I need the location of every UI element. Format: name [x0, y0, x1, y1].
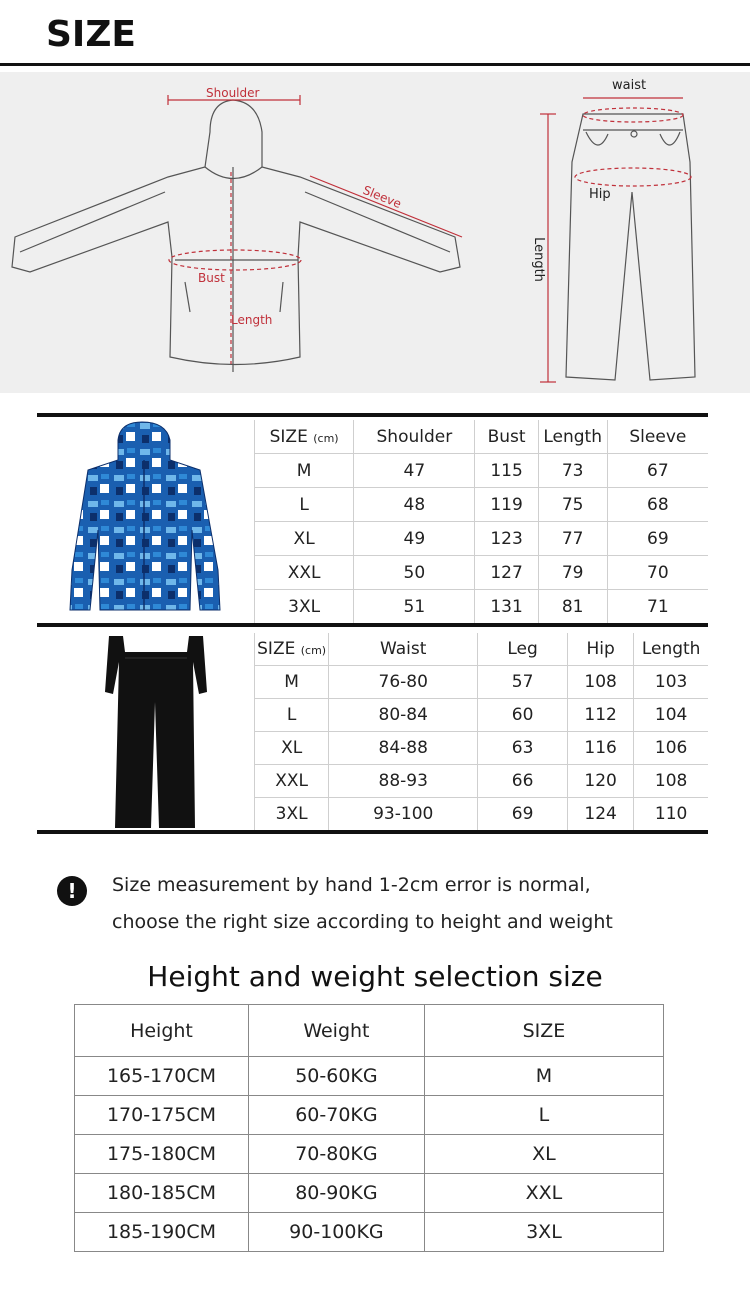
table-cell: 57	[478, 666, 568, 699]
shoulder-label: Shoulder	[206, 86, 260, 100]
waist-label: waist	[612, 78, 647, 93]
table-cell: 79	[538, 556, 607, 590]
table-cell: 119	[475, 488, 538, 522]
table-cell: M	[424, 1057, 663, 1096]
table-cell: 112	[567, 699, 633, 732]
table-cell: L	[255, 699, 329, 732]
table-row	[255, 522, 709, 556]
table-row	[75, 1096, 664, 1135]
table-cell: 170-175CM	[75, 1096, 249, 1135]
column-header: Leg	[478, 633, 568, 666]
size-header-cell	[255, 633, 329, 666]
jacket-outline-drawing	[12, 100, 460, 372]
table-cell: 120	[567, 765, 633, 798]
table-cell: 63	[478, 732, 568, 765]
table-cell: 77	[538, 522, 607, 556]
table-row	[255, 666, 709, 699]
table-cell: 123	[475, 522, 538, 556]
column-header: Length	[634, 633, 708, 666]
sleeve-label: Sleeve	[360, 182, 404, 212]
table-cell: 185-190CM	[75, 1213, 249, 1252]
size-header-cell	[255, 420, 354, 454]
height-weight-table	[74, 1004, 664, 1252]
table-cell: 124	[567, 798, 633, 831]
jacket-product-image	[60, 420, 230, 618]
page-title: SIZE	[46, 14, 137, 55]
table-cell: 108	[567, 666, 633, 699]
table-cell: 81	[538, 590, 607, 624]
table-row	[255, 488, 709, 522]
column-header: Bust	[475, 420, 538, 454]
column-header: Waist	[329, 633, 478, 666]
unit-label: (cm)	[300, 644, 327, 657]
column-header: Sleeve	[607, 420, 708, 454]
pants-size-table	[254, 633, 708, 831]
table-row	[255, 556, 709, 590]
waist-measure-line	[583, 98, 683, 122]
bust-label: Bust	[198, 271, 225, 285]
column-header: Height	[75, 1005, 249, 1057]
table-cell: XXL	[255, 556, 354, 590]
table-row	[255, 699, 709, 732]
table-cell: 88-93	[329, 765, 478, 798]
table-cell: 49	[354, 522, 475, 556]
jacket-length-label: Length	[231, 313, 273, 327]
table-cell: 3XL	[255, 590, 354, 624]
pants-table-bottom-rule	[37, 830, 708, 834]
pants-product-image	[95, 632, 215, 828]
pants-table-top-rule	[37, 623, 708, 627]
table-row	[75, 1057, 664, 1096]
table-cell: 180-185CM	[75, 1174, 249, 1213]
table-row	[75, 1213, 664, 1252]
table-cell: 165-170CM	[75, 1057, 249, 1096]
table-cell: 104	[634, 699, 708, 732]
table-cell: 76-80	[329, 666, 478, 699]
table-cell: 51	[354, 590, 475, 624]
table-cell: XXL	[255, 765, 329, 798]
table-cell: 75	[538, 488, 607, 522]
table-cell: 68	[607, 488, 708, 522]
table-cell: 69	[478, 798, 568, 831]
table-header-row	[255, 633, 709, 666]
table-cell: 48	[354, 488, 475, 522]
pants-length-label: Length	[530, 237, 546, 282]
table-cell: 47	[354, 454, 475, 488]
table-cell: 84-88	[329, 732, 478, 765]
table-cell: L	[255, 488, 354, 522]
table-cell: 3XL	[424, 1213, 663, 1252]
size-header-label: SIZE	[257, 639, 296, 659]
column-header: Weight	[248, 1005, 424, 1057]
table-cell: 66	[478, 765, 568, 798]
title-divider	[0, 63, 750, 66]
table-cell: 71	[607, 590, 708, 624]
table-cell: 69	[607, 522, 708, 556]
table-cell: 70-80KG	[248, 1135, 424, 1174]
table-cell: XXL	[424, 1174, 663, 1213]
table-row	[255, 590, 709, 624]
unit-label: (cm)	[313, 431, 339, 445]
table-cell: XL	[424, 1135, 663, 1174]
table-cell: 70	[607, 556, 708, 590]
table-cell: M	[255, 454, 354, 488]
table-cell: 108	[634, 765, 708, 798]
notice-line-2: choose the right size according to height and weight	[112, 911, 613, 933]
table-cell: 127	[475, 556, 538, 590]
table-cell: 131	[475, 590, 538, 624]
table-cell: 60	[478, 699, 568, 732]
table-header-row	[75, 1005, 664, 1057]
table-cell: L	[424, 1096, 663, 1135]
jacket-size-table	[254, 420, 708, 624]
table-row	[255, 732, 709, 765]
table-cell: 73	[538, 454, 607, 488]
table-cell: 116	[567, 732, 633, 765]
measurement-diagram	[0, 72, 750, 393]
table-cell: 80-90KG	[248, 1174, 424, 1213]
column-header: Length	[538, 420, 607, 454]
hip-measure-ellipse	[575, 168, 691, 186]
table-row	[255, 454, 709, 488]
table-row	[255, 798, 709, 831]
table-row	[75, 1174, 664, 1213]
table-cell: 90-100KG	[248, 1213, 424, 1252]
column-header: Shoulder	[354, 420, 475, 454]
size-header-label: SIZE	[269, 426, 308, 447]
table-cell: 67	[607, 454, 708, 488]
table-cell: 80-84	[329, 699, 478, 732]
pants-outline-drawing	[566, 114, 695, 380]
table-cell: 50	[354, 556, 475, 590]
diagram-svg	[0, 72, 750, 393]
jacket-table-top-rule	[37, 413, 708, 417]
table-cell: XL	[255, 732, 329, 765]
table-cell: XL	[255, 522, 354, 556]
table-header-row	[255, 420, 709, 454]
table-cell: 115	[475, 454, 538, 488]
table-cell: 175-180CM	[75, 1135, 249, 1174]
table-cell: 110	[634, 798, 708, 831]
table-row	[75, 1135, 664, 1174]
table-cell: 3XL	[255, 798, 329, 831]
exclamation-icon: !	[57, 876, 87, 906]
notice-line-1: Size measurement by hand 1-2cm error is normal,	[112, 874, 591, 896]
table-cell: 93-100	[329, 798, 478, 831]
table-cell: M	[255, 666, 329, 699]
table-row	[255, 765, 709, 798]
column-header: Hip	[567, 633, 633, 666]
height-weight-title: Height and weight selection size	[147, 960, 603, 993]
table-cell: 106	[634, 732, 708, 765]
table-cell: 60-70KG	[248, 1096, 424, 1135]
column-header: SIZE	[424, 1005, 663, 1057]
table-cell: 50-60KG	[248, 1057, 424, 1096]
hip-label: Hip	[589, 187, 611, 202]
table-cell: 103	[634, 666, 708, 699]
